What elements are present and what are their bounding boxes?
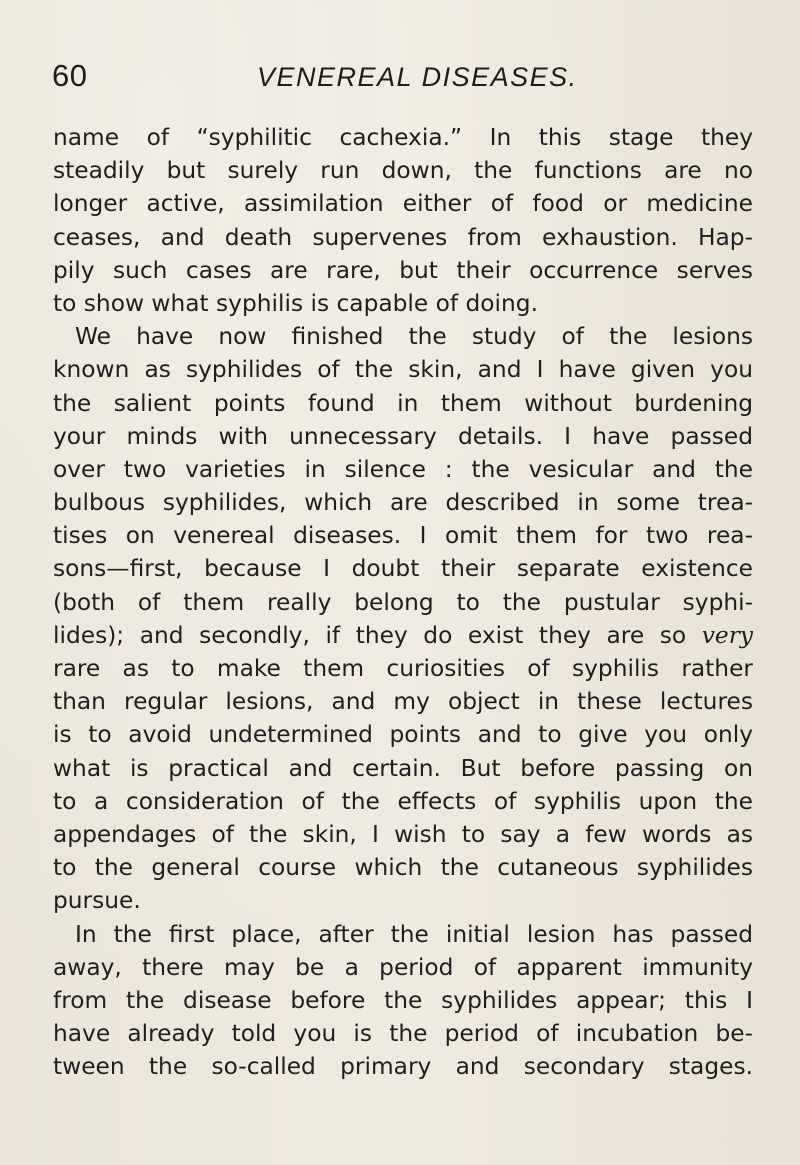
text-line: longer active, assimilation either of food or medicine (53, 190, 753, 218)
running-title: VENEREAL DISEASES. (257, 62, 578, 92)
text-line: We have now finished the study of the lesions (75, 323, 753, 351)
text-line-with-emphasis (53, 619, 753, 652)
text-line: steadily but surely run down, the functions are no (53, 157, 753, 185)
running-head (52, 58, 752, 102)
text-line: away, there may be a period of apparent immunity (53, 953, 753, 981)
text-line: pily such cases are rare, but their occurrence serves (53, 256, 753, 284)
text-line: tises on venereal diseases. I omit them for two rea- (53, 522, 753, 550)
text-line: have already told you is the period of incubation be- (53, 1020, 753, 1048)
emphasized-word: very (701, 621, 753, 649)
text-line: In the first place, after the initial lesion has passed (75, 920, 753, 948)
text-line: sons—first, because I doubt their separate existence (53, 555, 753, 583)
text-line: known as syphilides of the skin, and I have given you (53, 356, 753, 384)
body-text (53, 121, 753, 1083)
text-line: to show what syphilis is capable of doing. (53, 289, 538, 317)
text-line: pursue. (53, 887, 141, 915)
text-line: the salient points found in them without burdening (53, 389, 753, 417)
text-line: from the disease before the syphilides appear; this I (53, 986, 753, 1014)
text-line: appendages of the skin, I wish to say a few words as (53, 820, 753, 848)
text-line: ceases, and death supervenes from exhaustion. Hap- (53, 223, 753, 251)
text-line: to the general course which the cutaneous syphilides (53, 854, 753, 882)
text-segment: lides); and secondly, if they do exist they are so (53, 621, 702, 649)
text-line: tween the so-called primary and secondary stages. (53, 1053, 753, 1081)
text-line: over two varieties in silence : the vesicular and the (53, 455, 753, 483)
text-line: your minds with unnecessary details. I have passed (53, 422, 753, 450)
text-line: what is practical and certain. But before passing on (53, 754, 753, 782)
text-line: name of “syphilitic cachexia.” In this stage they (53, 124, 753, 151)
page-number: 60 (52, 58, 88, 93)
text-line: (both of them really belong to the pustular syphi- (53, 588, 753, 616)
text-line: is to avoid undetermined points and to give you only (53, 721, 753, 749)
text-line: rare as to make them curiosities of syphilis rather (53, 655, 753, 682)
text-line: to a consideration of the effects of syphilis upon the (53, 787, 753, 815)
text-line: bulbous syphilides, which are described in some trea- (53, 489, 753, 517)
text-line: than regular lesions, and my object in these lectures (53, 688, 753, 716)
